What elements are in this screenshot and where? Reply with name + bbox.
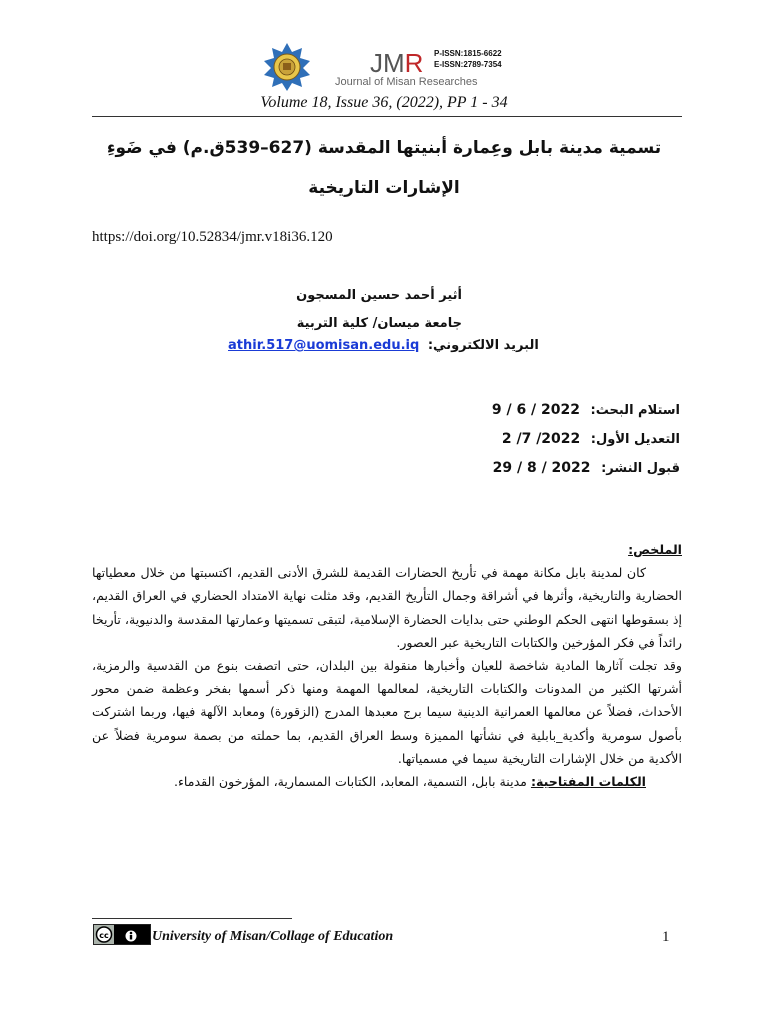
page-number: 1 [662,929,670,945]
keywords-list: مدينة بابل، التسمية، المعابد، الكتابات المسمارية، المؤرخون القدماء. [174,774,527,790]
revised-date-row [492,425,680,454]
journal-brand [370,48,423,79]
abstract-section [92,538,682,793]
author-affiliation: جامعة ميسان/ كلية التربية [296,316,462,331]
accepted-date-row [492,454,680,483]
title-line-2: الإشارات التاريخية [308,178,460,198]
submission-dates [492,396,680,483]
author-name: أثير أحمد حسين المسجون [296,288,462,303]
volume-line: Volume 18, Issue 36, (2022), PP 1 - 34 [260,94,508,111]
received-label: استلام البحث: [590,403,680,418]
accepted-label: قبول النشر: [601,461,680,476]
email-label: البريد الالكتروني: [427,338,539,353]
brand-jm: JM [370,48,405,78]
journal-name: Journal of Misan Researches [335,76,478,88]
title-line-1: تسمية مدينة بابل وعِمارة أبنيتها المقدسة (627–539ق.م) في ضَوءِ [106,138,662,158]
author-block [296,282,462,338]
abstract-paragraph-2: وقد تجلت آثارها المادية شاخصة للعيان وأخبارها منقولة بين البلدان، حتى اتصفت بنوع من القدسية والرمزية، أشرتها الكثير من المدونات والكتابات التاريخية، لمعالمها المهمة ومنها ذكر أسمها بفخر وعظمة ضمن محور الأحداث، فضلاً عن معالمها العمرانية الدينية سيما برج معبدها المدرج (الزقورة) ومعابد الآلهة فيها، وربما اشتركت بأصول سومرية وأكدية_بابلية في نشأتها المميزة وسط العراق القديم، بما حملته من بصمة سومرية فضلاً عن الأكدية من خلال الإشارات التاريخية سيما في مسمياتها. [92,658,682,766]
keywords-label: الكلمات المفتاحية: [530,774,646,790]
header-rule [92,116,682,117]
svg-text:cc: cc [99,931,109,940]
paper-title [80,128,688,208]
brand-r: R [404,48,424,78]
abstract-paragraph-1: كان لمدينة بابل مكانة مهمة في تأريخ الحضارات القديمة للشرق الأدنى القديم، اكتسبتها من خلال معطياتها الحضارية والتاريخية، وأثرها في أشراقة وجمال التأريخ القديم، وقد مثلت نهاية الامتداد الحضاري في العراق القديم، إذ بسقوطها انتهى الحكم الوطني حتى بدايات الحضارة الإسلامية، لتبقى تسميتها وعمارتها المقدسة والدنيوية، تأريخا رائداً في فكر المؤرخين والكتابات التاريخية عبر العصور. [92,565,682,650]
revised-label: التعديل الأول: [590,432,680,447]
footer-rule [92,918,292,919]
author-email-link[interactable]: athir.517@uomisan.edu.iq [228,338,420,353]
creative-commons-by-icon[interactable] [93,924,151,945]
received-date: 9 / 6 / 2022 [491,402,581,418]
author-email-line [228,338,539,353]
doi-link[interactable]: https://doi.org/10.52834/jmr.v18i36.120 [92,229,333,245]
issn-block [434,48,502,70]
revised-date: 2 /7 /2022 [501,431,581,447]
accepted-date: 29 / 8 / 2022 [492,460,591,476]
journal-emblem-icon [262,42,312,92]
e-issn: E-ISSN:2789-7354 [434,60,502,69]
abstract-heading: الملخص: [628,542,682,557]
keywords-line [92,770,682,793]
p-issn: P-ISSN:1815-6622 [434,49,502,58]
received-date-row [492,396,680,425]
journal-masthead [262,40,522,90]
footer-institution: University of Misan/Collage of Education [152,929,394,944]
